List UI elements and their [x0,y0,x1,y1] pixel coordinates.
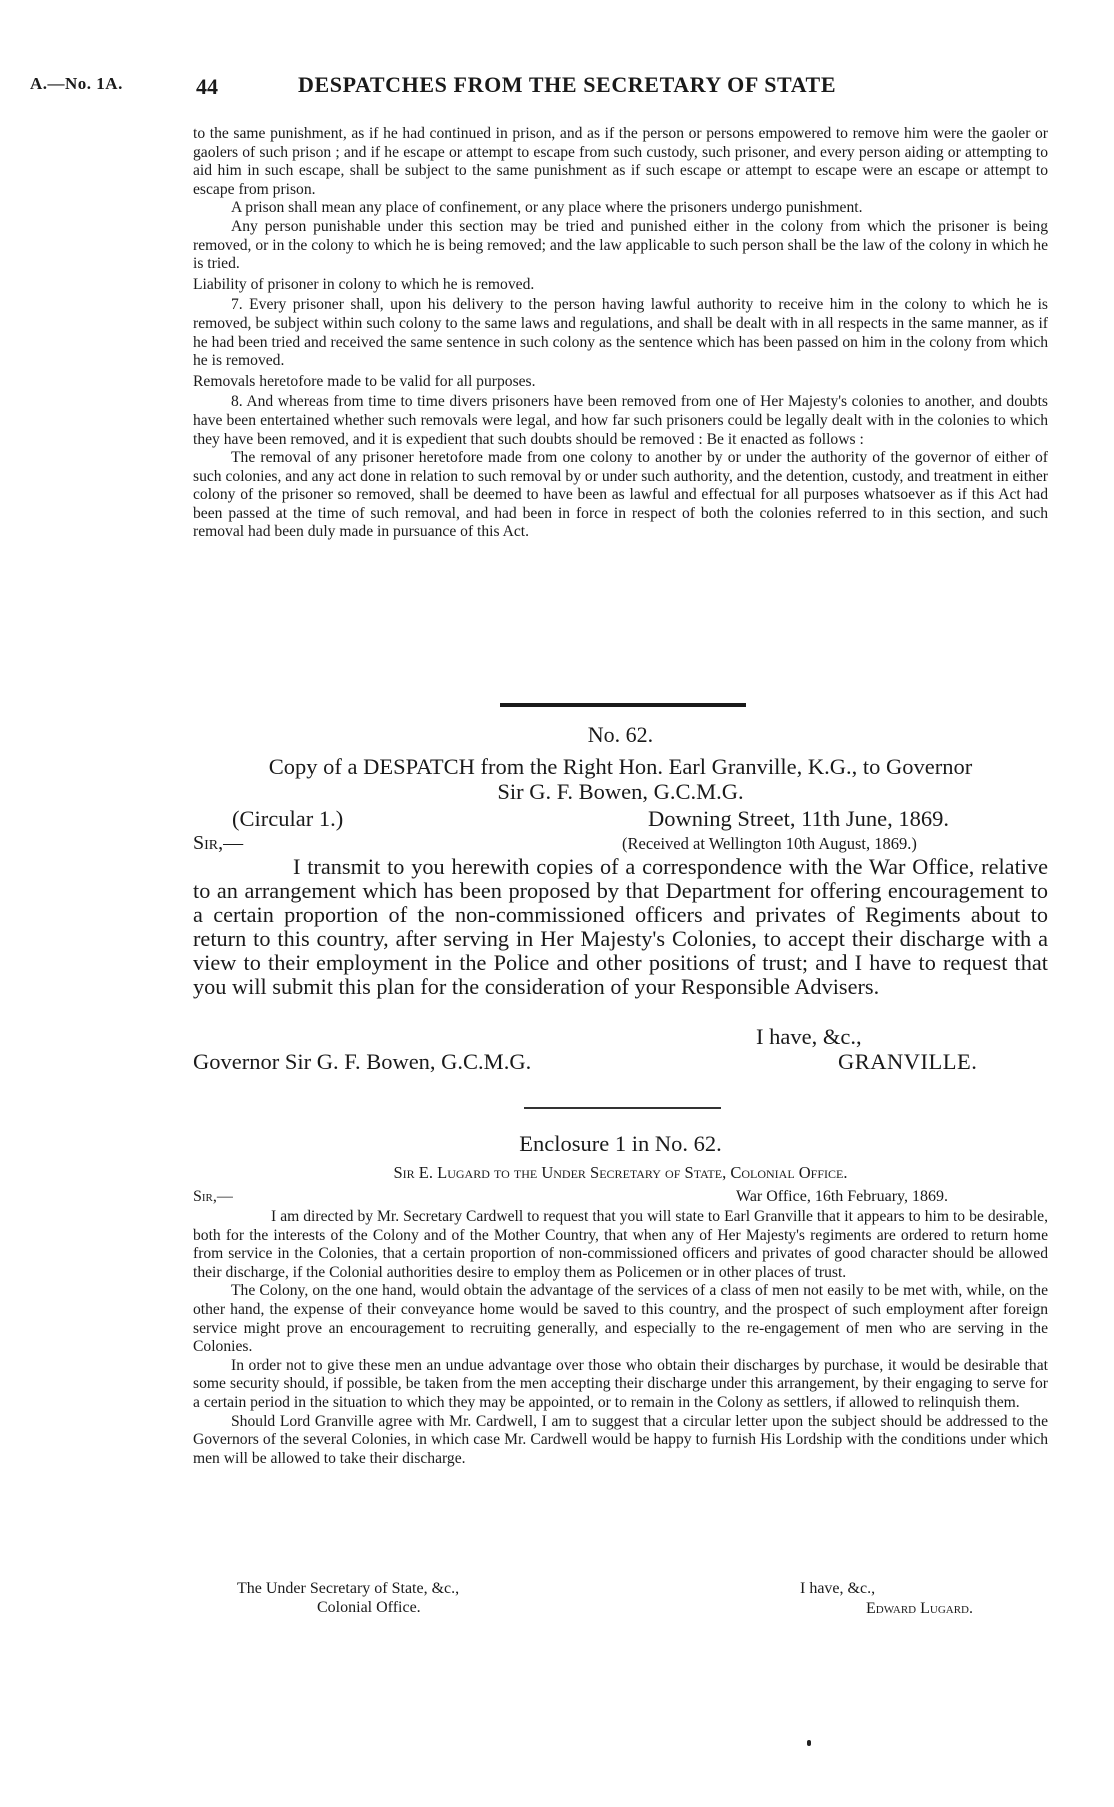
despatch-heading-line: Copy of a DESPATCH from the Right Hon. Earl Granville, K.G., to Governor [268,754,973,779]
act-paragraph: The removal of any prisoner heretofore made from one colony to another by or under the authority of the governor of either of such colonies, and any act done in relation to such removal by or under such authority, and the detention, custody, and treatment in either colony of the prisoner so removed, shall be deemed to have been as lawful and effectual for all purposes whatsoever as if this Act had been passed at the time of such removal, and had been in force in respect of both the colonies referred to in this section, and such removal had been duly made in pursuance of this Act. [193,449,1048,541]
despatch-closing: I have, &c., [756,1024,862,1049]
section-divider [524,1107,721,1109]
act-section-7: 7. Every prisoner shall, upon his delivery to the person having lawful authority to receive him in the colony to which he is removed, be subject within such colony to the same laws and regulations, and shall be dealt with in all respects in the same manner, as if he had been tried and received the same sentence in such colony as the sentence which has been passed on him in the colony from which he is removed. [193,296,1048,370]
despatch-number: No. 62. [587,722,654,747]
despatch-signature: GRANVILLE. [838,1049,978,1074]
despatch-body [193,855,1048,999]
received-note: (Received at Wellington 10th August, 1869.) [622,834,917,853]
enclosure-paragraph: I am directed by Mr. Secretary Cardwell to request that you will state to Earl Granville that it appears to him to be desirable, both for the interests of the Colony and of the Mother Country, that when any of Her Majesty's regiments are ordered to return home from service in the Colonies, that a certain proportion of non-commissioned officers and privates of good character should be allowed their discharge, if the Colonial authorities desire to employ them as Policemen or in other places of trust. [193,1208,1048,1281]
enclosure-signature: Edward Lugard. [866,1600,973,1617]
despatch-addressee: Governor Sir G. F. Bowen, G.C.M.G. [193,1049,532,1074]
despatch-heading [193,754,1048,804]
enclosure-paragraph: The Colony, on the one hand, would obtain the advantage of the services of a class of men not easily to be met with, while, on the other hand, the expense of their conveyance home would be saved to this country, and the prospect of such employment after foreign service might prove an encouragement to recruiting generally, and especially to the re-engagement of men who are serving in the Colonies. [193,1282,1048,1356]
despatch-place-date: Downing Street, 11th June, 1869. [648,806,950,831]
enclosure-title: Enclosure 1 in No. 62. [519,1131,722,1156]
act-text-section [193,125,1048,542]
despatch-heading-line: Sir G. F. Bowen, G.C.M.G. [497,779,744,804]
enclosure-addressee-line: The Under Secretary of State, &c., [237,1580,460,1597]
enclosure-place-date: War Office, 16th February, 1869. [736,1188,948,1205]
running-title: DESPATCHES FROM THE SECRETARY OF STATE [298,72,837,97]
salutation: Sir,— [193,832,244,854]
act-paragraph: A prison shall mean any place of confinement, or any place where the prisoners undergo punishment. [231,199,863,217]
enclosure-addressee-line: Colonial Office. [317,1599,421,1616]
marginal-note: Liability of prisoner in colony to which he is removed. [193,275,535,293]
marginal-note: Removals heretofore made to be valid for all purposes. [193,372,536,390]
enclosure-subtitle: Sir E. Lugard to the Under Secretary of State, Colonial Office. [393,1163,848,1182]
despatch-paragraph: I transmit to you herewith copies of a correspondence with the War Office, relative to an arrangement which has been proposed by that Department for offering encouragement to a certain proportion of the non-commissioned officers and privates of Regiments about to return to this country, after serving in Her Majesty's Colonies, to accept their discharge with a view to their employment in the Police and other positions of trust; and I have to request that you will submit this plan for the consideration of your Responsible Advisers. [193,854,1048,999]
page-number: 44 [196,74,218,99]
document-reference: A.—No. 1A. [30,74,123,93]
ink-speck [807,1740,811,1746]
act-paragraph: to the same punishment, as if he had continued in prison, and as if the person or persons empowered to remove him were the gaoler or gaolers of such prison ; and if he escape or attempt to escape from such custody, such prisoner, and every person aiding or attempting to aid him in such escape, shall be subject to the same punishment as if such escape or attempt to escape were an escape or attempt to escape from prison. [193,125,1048,198]
enclosure-body [193,1208,1048,1468]
act-section-8: 8. And whereas from time to time divers prisoners have been removed from one of Her Majesty's colonies to another, and doubts have been entertained whether such removals were legal, and how far such prisoners could be legally dealt with in the colonies to which they have been removed, and it is expedient that such doubts should be removed : Be it enacted as follows : [193,393,1048,448]
circular-label: (Circular 1.) [232,806,344,831]
enclosure-paragraph: Should Lord Granville agree with Mr. Cardwell, I am to suggest that a circular letter upon the subject should be addressed to the Governors of the several Colonies, in which case Mr. Cardwell would be happy to furnish His Lordship with the conditions under which men will be allowed to take their discharge. [193,1412,1048,1467]
enclosure-salutation: Sir,— [193,1188,233,1205]
enclosure-closing: I have, &c., [800,1580,876,1597]
act-paragraph: Any person punishable under this section may be tried and punished either in the colony from which the prisoner is being removed, or in the colony to which he is being removed; and the law applicable to such person shall be the law of the colony in which he is tried. [193,217,1048,273]
section-divider [500,703,746,707]
enclosure-paragraph: In order not to give these men an undue advantage over those who obtain their discharges by purchase, it would be desirable that some security should, if possible, be taken from the men accepting their discharge under this arrangement, by their engaging to serve for a certain period in the situation to which they may be appointed, or to remain in the Colony as settlers, if allowed to relinquish them. [193,1356,1048,1411]
